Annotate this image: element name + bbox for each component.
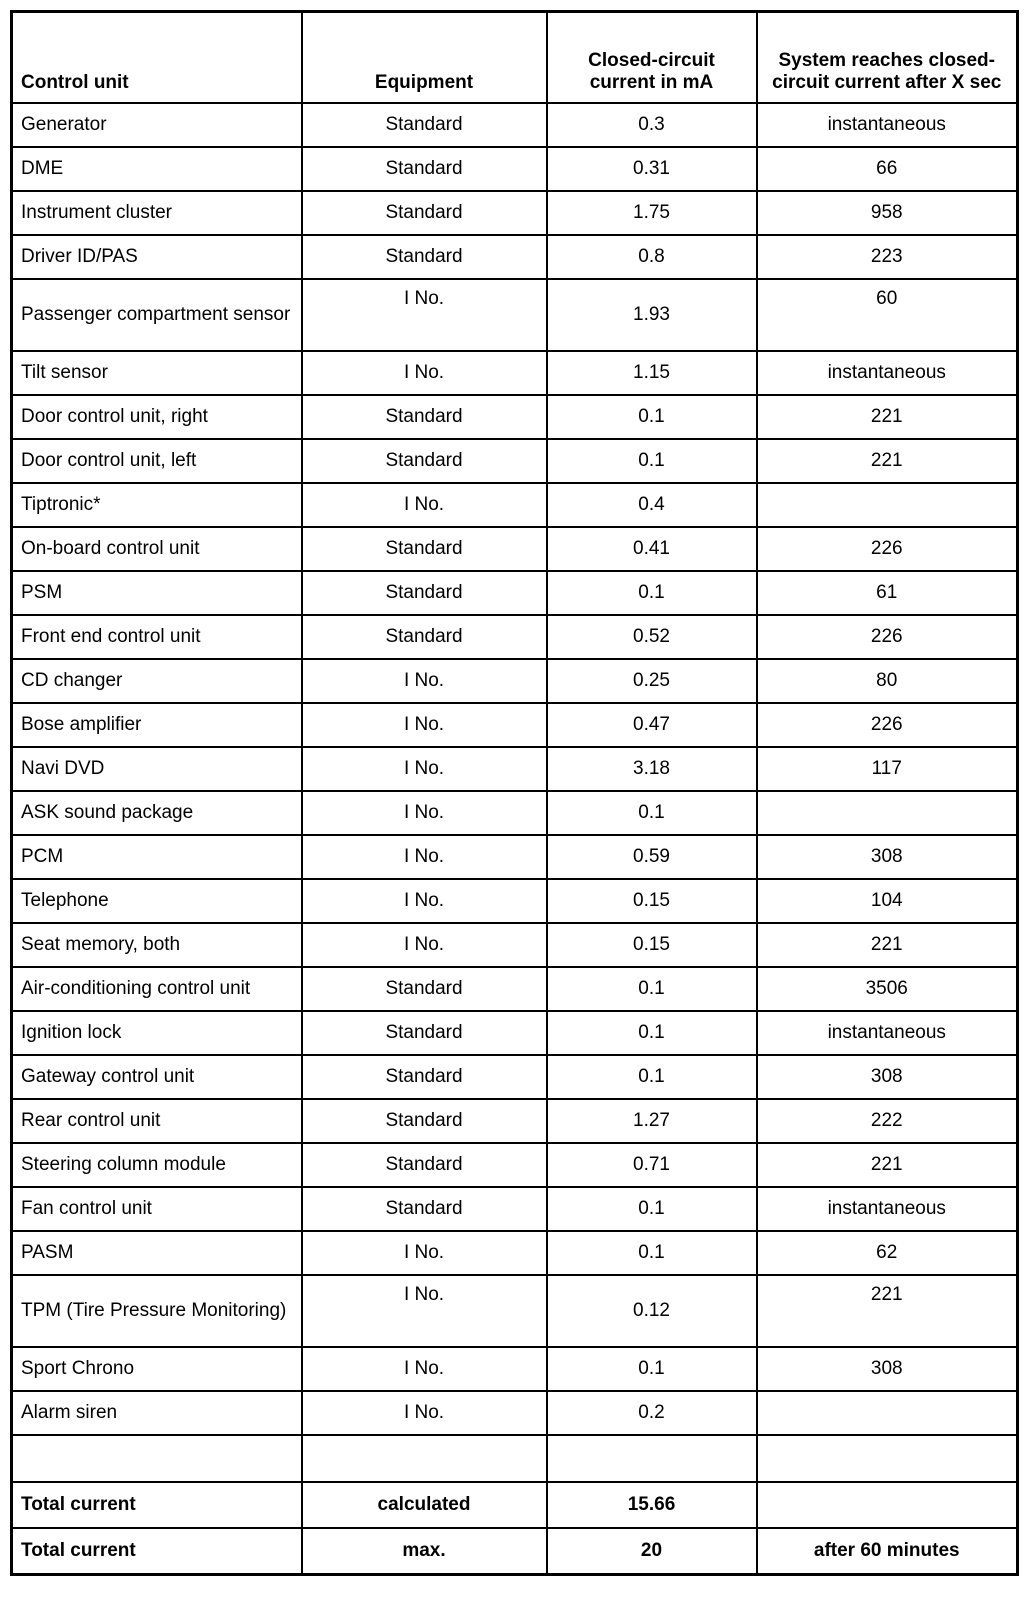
control-unit-cell: DME [12, 147, 302, 191]
time-cell [757, 791, 1018, 835]
current-cell: 0.71 [547, 1143, 757, 1187]
current-cell: 0.47 [547, 703, 757, 747]
table-row [12, 439, 1018, 483]
current-cell: 1.75 [547, 191, 757, 235]
time-cell: 221 [757, 439, 1018, 483]
control-unit-cell: Sport Chrono [12, 1347, 302, 1391]
time-cell: 61 [757, 571, 1018, 615]
current-cell: 0.15 [547, 879, 757, 923]
time-cell: 226 [757, 615, 1018, 659]
control-unit-cell: PCM [12, 835, 302, 879]
header-equipment: Equipment [302, 12, 547, 104]
table-row [12, 615, 1018, 659]
equipment-cell: Standard [302, 967, 547, 1011]
equipment-cell: Standard [302, 527, 547, 571]
equipment-cell: Standard [302, 1099, 547, 1143]
current-cell: 0.1 [547, 791, 757, 835]
table-row [12, 1187, 1018, 1231]
control-unit-cell: Steering column module [12, 1143, 302, 1187]
current-cell: 0.1 [547, 1011, 757, 1055]
table-row [12, 279, 1018, 351]
table-row [12, 703, 1018, 747]
equipment-cell: I No. [302, 879, 547, 923]
time-cell: instantaneous [757, 351, 1018, 395]
time-cell: 308 [757, 1055, 1018, 1099]
time-cell: instantaneous [757, 1187, 1018, 1231]
time-cell: 221 [757, 923, 1018, 967]
current-cell: 0.59 [547, 835, 757, 879]
table-row [12, 1143, 1018, 1187]
table-body [12, 103, 1018, 1575]
equipment-cell: I No. [302, 279, 547, 351]
time-cell [757, 1391, 1018, 1435]
current-cell: 0.52 [547, 615, 757, 659]
equipment-cell: I No. [302, 747, 547, 791]
current-cell: 0.15 [547, 923, 757, 967]
table-row [12, 191, 1018, 235]
control-unit-cell: TPM (Tire Pressure Monitoring) [12, 1275, 302, 1347]
table-row [12, 659, 1018, 703]
current-cell: 0.1 [547, 1347, 757, 1391]
current-cell: 0.1 [547, 1055, 757, 1099]
current-cell: 0.8 [547, 235, 757, 279]
table-row [12, 879, 1018, 923]
control-unit-cell: Navi DVD [12, 747, 302, 791]
table-row [12, 395, 1018, 439]
current-cell: 1.15 [547, 351, 757, 395]
control-unit-cell: Front end control unit [12, 615, 302, 659]
table-row [12, 791, 1018, 835]
time-cell: 221 [757, 1143, 1018, 1187]
total-row-calculated [12, 1482, 1018, 1528]
table-row [12, 147, 1018, 191]
equipment-cell: I No. [302, 1275, 547, 1347]
current-cell: 0.1 [547, 395, 757, 439]
total-label: Total current [12, 1528, 302, 1575]
table-row [12, 967, 1018, 1011]
equipment-cell: Standard [302, 395, 547, 439]
equipment-cell: Standard [302, 615, 547, 659]
control-unit-cell: Alarm siren [12, 1391, 302, 1435]
control-unit-cell: ASK sound package [12, 791, 302, 835]
table-row [12, 571, 1018, 615]
equipment-cell: I No. [302, 703, 547, 747]
time-cell: 308 [757, 835, 1018, 879]
equipment-cell: Standard [302, 1055, 547, 1099]
current-cell: 3.18 [547, 747, 757, 791]
current-cell: 0.41 [547, 527, 757, 571]
control-unit-cell: Air-conditioning control unit [12, 967, 302, 1011]
current-cell: 0.1 [547, 1231, 757, 1275]
blank-row [12, 1435, 1018, 1482]
time-cell: 223 [757, 235, 1018, 279]
current-cell: 1.93 [547, 279, 757, 351]
equipment-cell: Standard [302, 103, 547, 147]
control-unit-cell: Driver ID/PAS [12, 235, 302, 279]
table-row [12, 1055, 1018, 1099]
time-cell: instantaneous [757, 1011, 1018, 1055]
table-row [12, 1099, 1018, 1143]
time-cell: 117 [757, 747, 1018, 791]
empty-cell [757, 1435, 1018, 1482]
current-cell: 0.25 [547, 659, 757, 703]
current-cell: 0.12 [547, 1275, 757, 1347]
table-row [12, 1347, 1018, 1391]
total-row-max [12, 1528, 1018, 1575]
time-cell: 60 [757, 279, 1018, 351]
control-unit-cell: Instrument cluster [12, 191, 302, 235]
table-row [12, 1231, 1018, 1275]
time-cell: 226 [757, 703, 1018, 747]
time-cell: instantaneous [757, 103, 1018, 147]
control-unit-cell: Generator [12, 103, 302, 147]
control-unit-cell: Tilt sensor [12, 351, 302, 395]
equipment-cell: I No. [302, 483, 547, 527]
equipment-cell: I No. [302, 791, 547, 835]
total-time: after 60 minutes [757, 1528, 1018, 1575]
total-equipment: max. [302, 1528, 547, 1575]
control-unit-cell: Fan control unit [12, 1187, 302, 1231]
time-cell: 62 [757, 1231, 1018, 1275]
time-cell: 958 [757, 191, 1018, 235]
control-unit-cell: Rear control unit [12, 1099, 302, 1143]
equipment-cell: I No. [302, 351, 547, 395]
table-row [12, 1011, 1018, 1055]
equipment-cell: I No. [302, 835, 547, 879]
control-unit-cell: Bose amplifier [12, 703, 302, 747]
equipment-cell: Standard [302, 147, 547, 191]
control-unit-cell: Door control unit, left [12, 439, 302, 483]
control-unit-cell: PASM [12, 1231, 302, 1275]
table-row [12, 483, 1018, 527]
time-cell: 226 [757, 527, 1018, 571]
equipment-cell: Standard [302, 1187, 547, 1231]
equipment-cell: Standard [302, 1143, 547, 1187]
total-current: 15.66 [547, 1482, 757, 1528]
header-current: Closed-circuit current in mA [547, 12, 757, 104]
empty-cell [302, 1435, 547, 1482]
current-cell: 0.1 [547, 439, 757, 483]
time-cell: 66 [757, 147, 1018, 191]
header-time: System reaches closed-circuit current after X sec [757, 12, 1018, 104]
time-cell: 221 [757, 395, 1018, 439]
control-unit-cell: Ignition lock [12, 1011, 302, 1055]
time-cell: 308 [757, 1347, 1018, 1391]
current-cell: 0.1 [547, 571, 757, 615]
total-current: 20 [547, 1528, 757, 1575]
total-time [757, 1482, 1018, 1528]
empty-cell [12, 1435, 302, 1482]
equipment-cell: I No. [302, 1231, 547, 1275]
time-cell: 3506 [757, 967, 1018, 1011]
control-unit-cell: Door control unit, right [12, 395, 302, 439]
table-row [12, 351, 1018, 395]
total-equipment: calculated [302, 1482, 547, 1528]
table-row [12, 747, 1018, 791]
time-cell [757, 483, 1018, 527]
control-unit-cell: PSM [12, 571, 302, 615]
time-cell: 222 [757, 1099, 1018, 1143]
control-unit-cell: Seat memory, both [12, 923, 302, 967]
table-row [12, 923, 1018, 967]
current-cell: 0.1 [547, 967, 757, 1011]
control-unit-cell: Gateway control unit [12, 1055, 302, 1099]
control-unit-cell: Telephone [12, 879, 302, 923]
current-cell: 0.31 [547, 147, 757, 191]
equipment-cell: Standard [302, 571, 547, 615]
control-unit-cell: Tiptronic* [12, 483, 302, 527]
total-label: Total current [12, 1482, 302, 1528]
table-row [12, 103, 1018, 147]
current-cell: 0.4 [547, 483, 757, 527]
control-unit-cell: Passenger compartment sensor [12, 279, 302, 351]
equipment-cell: Standard [302, 191, 547, 235]
current-cell: 0.2 [547, 1391, 757, 1435]
closed-circuit-current-table [10, 10, 1019, 1576]
header-row [12, 12, 1018, 104]
table-row [12, 527, 1018, 571]
equipment-cell: I No. [302, 659, 547, 703]
header-control-unit: Control unit [12, 12, 302, 104]
control-unit-cell: CD changer [12, 659, 302, 703]
table-row [12, 235, 1018, 279]
equipment-cell: Standard [302, 1011, 547, 1055]
equipment-cell: I No. [302, 1347, 547, 1391]
equipment-cell: Standard [302, 235, 547, 279]
time-cell: 221 [757, 1275, 1018, 1347]
current-cell: 0.3 [547, 103, 757, 147]
table-row [12, 1391, 1018, 1435]
equipment-cell: I No. [302, 923, 547, 967]
equipment-cell: Standard [302, 439, 547, 483]
control-unit-cell: On-board control unit [12, 527, 302, 571]
time-cell: 104 [757, 879, 1018, 923]
table-row [12, 1275, 1018, 1347]
table-row [12, 835, 1018, 879]
time-cell: 80 [757, 659, 1018, 703]
equipment-cell: I No. [302, 1391, 547, 1435]
empty-cell [547, 1435, 757, 1482]
current-cell: 0.1 [547, 1187, 757, 1231]
current-cell: 1.27 [547, 1099, 757, 1143]
